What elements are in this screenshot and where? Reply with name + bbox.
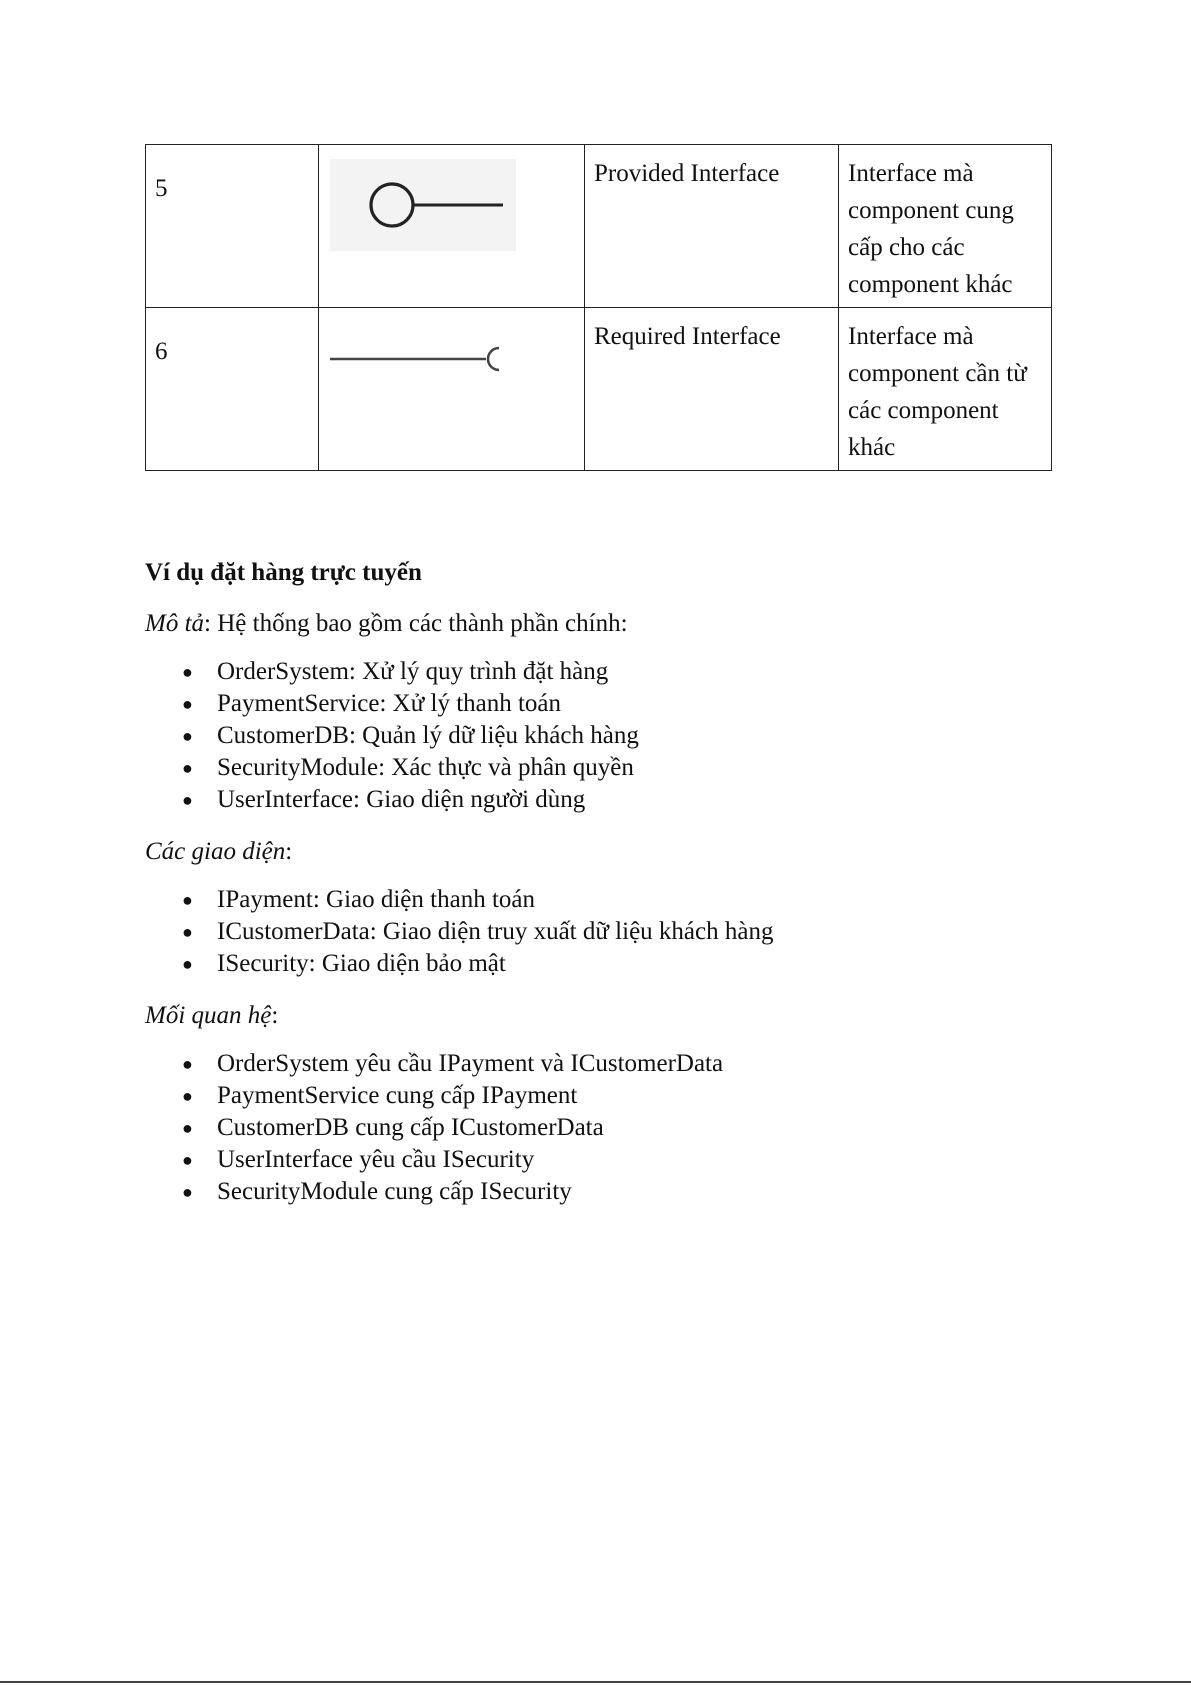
description-paragraph [145, 604, 1095, 644]
list-item: ● PaymentService: Xử lý thanh toán [145, 688, 1095, 720]
example-section [145, 552, 1095, 1208]
table-row [146, 308, 1052, 471]
relations-heading [145, 996, 1095, 1036]
list-item: ● PaymentService cung cấp IPayment [145, 1080, 1095, 1112]
list-item: ● ISecurity: Giao diện bảo mật [145, 948, 1095, 980]
section-title: Ví dụ đặt hàng trực tuyến [145, 559, 422, 586]
list-item: ● ICustomerData: Giao diện truy xuất dữ liệu khách hàng [145, 916, 1095, 948]
description-text: : Hệ thống bao gồm các thành phần chính: [204, 610, 628, 637]
row-number: 5 [155, 175, 168, 202]
list-item: ● UserInterface yêu cầu ISecurity [145, 1144, 1095, 1176]
interfaces-list [145, 884, 1095, 980]
interfaces-label: Các giao diện [145, 838, 286, 865]
list-item: ● SecurityModule cung cấp ISecurity [145, 1176, 1095, 1208]
row-number: 6 [155, 338, 168, 365]
table-cell-name: Provided Interface [585, 145, 839, 308]
provided-interface-lollipop-icon [328, 155, 518, 255]
table-cell-number [146, 145, 319, 308]
table-cell-symbol [319, 145, 585, 308]
list-item: ● OrderSystem: Xử lý quy trình đặt hàng [145, 656, 1095, 688]
interfaces-heading [145, 832, 1095, 872]
page-bottom-rule [0, 1681, 1191, 1683]
list-item: ● CustomerDB cung cấp ICustomerData [145, 1112, 1095, 1144]
table-cell-description: Interface mà component cần từ các component khác [839, 308, 1052, 471]
list-item: ● OrderSystem yêu cầu IPayment và ICustomerData [145, 1048, 1095, 1080]
list-item: ● UserInterface: Giao diện người dùng [145, 784, 1095, 816]
list-item: ● SecurityModule: Xác thực và phân quyền [145, 752, 1095, 784]
table-cell-description: Interface mà component cung cấp cho các component khác [839, 145, 1052, 308]
relations-list [145, 1048, 1095, 1208]
required-interface-socket-icon [328, 318, 518, 398]
list-item: ● CustomerDB: Quản lý dữ liệu khách hàng [145, 720, 1095, 752]
relations-suffix: : [271, 1002, 279, 1029]
relations-label: Mối quan hệ [145, 1002, 272, 1029]
table-cell-symbol [319, 308, 585, 471]
table-row [146, 145, 1052, 308]
table-cell-name: Required Interface [585, 308, 839, 471]
interfaces-suffix: : [285, 838, 293, 865]
components-list [145, 656, 1095, 816]
list-item: ● IPayment: Giao diện thanh toán [145, 884, 1095, 916]
notation-table [145, 144, 1052, 471]
table-cell-number [146, 308, 319, 471]
description-label: Mô tả [145, 610, 205, 637]
